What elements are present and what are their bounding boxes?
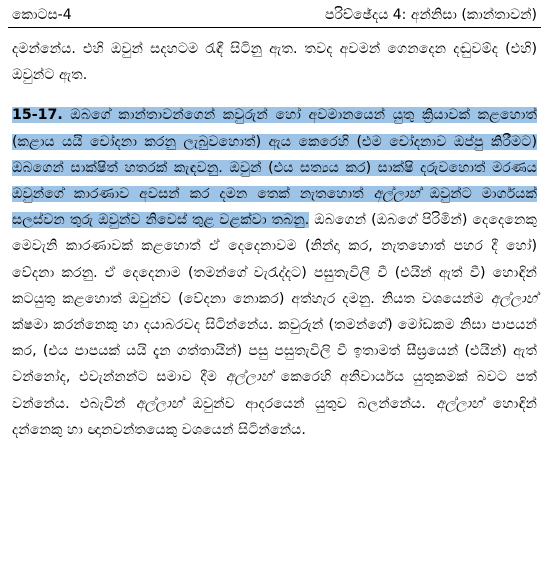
verse-number: 15-17.: [12, 107, 63, 124]
highlighted-passage: [12, 107, 537, 228]
allah-word: අල්ලාහ්: [373, 186, 420, 203]
header-chapter-title: පරිච්ඡේදය 4: අන්නිසා (කාන්තාවන්): [325, 7, 537, 23]
body-text: ක්ෂමා කරන්නෙකු හා දයාබරවද සිටින්නේය. කවුරුන් (තමන්ගේ) මෝඩකම නිසා පාපයන් කර, (එය පාපයක් යයි දැන ගත්තායින්) පසු පසුතැවිලි වී ඉතාමත් සීඝ්‍රයෙන් (එයින්) ඇත් වන්නෝද, එවැන්නන්ට සමාව දීම: [12, 317, 537, 386]
paragraph-continuation: දමන්නේය. එහි ඔවුන් සදහටම රැඳී සිටිනු ඇත. තවද අවමන් ගෙනදෙන දඬුවම්ද (එහි) ඔවුන්ට ඇත.: [12, 41, 537, 84]
header-part-label: කොටස-4: [12, 7, 72, 23]
allah-word: අල්ලාහ්: [225, 369, 272, 386]
body-text: හොඳින් දන්නෙකු හා ඥානවන්තයෙකු වශයෙන් සිටින්නේය.: [12, 395, 538, 438]
highlighted-text-a: ඔබගේ කාන්තාවන්ගෙන් කවුරුන් හෝ අවමානයෙන් යුතු ක්‍රියාවක් කළහොත් (කළාය යයි චෝදනා කරනු ලැබුවහොත්) ඇය කෙරෙහි (එම චෝදනාව ඔප්පු කිරීමට) ඔබගෙන් සාක්ෂිත් හතරක් කැඳවනු. ඔවුන් (එය සත්‍යය කර) සාක්ෂි දරුවහොත් මරණය ඔවුන්ගේ කාරණාව අවසන් කර දමන තෙක් නැතහොත්: [12, 107, 537, 203]
running-header: [8, 6, 541, 28]
paragraph-verse-15-17: [8, 102, 541, 443]
body-text: කෙරෙහි අනිවාර්යය යුතුකමක් බවට පත් වන්නේය. එබැවින්: [12, 369, 537, 412]
allah-word: අල්ලාහ්: [436, 395, 483, 412]
allah-word: අල්ලාහ්: [490, 290, 537, 307]
highlighted-text-b: ඔවුන්ට මාර්ගයක් සලස්වන තුරු ඔවුන්ව නිවෙස් තුළ වළක්වා තබනු.: [12, 186, 537, 229]
body-text: ඔබගෙන් (ඔබගේ පිරිමින්) දෙදෙනෙකු මෙවැනි කාරණාවක් කළහොත් ඒ දෙදෙනාවම (නින්දා කර, නැතහොත් පහර දී හෝ) වේදනා කරනු. ඒ දෙදෙනාම (තමන්ගේ වැරැද්දට) පසුතැවිලි වී (එයින් ඇත් වී) හොඳින් කටයුතු කළහොත් ඔවුන්ව (වේදනා නොකර) අත්හැර දමනු. නියත වශයෙන්ම: [12, 212, 537, 307]
allah-word: අල්ලාහ්: [135, 395, 183, 412]
body-text: ඔවුන්ව ආදරයෙන් යුතුව බලන්නේය.: [182, 395, 437, 412]
